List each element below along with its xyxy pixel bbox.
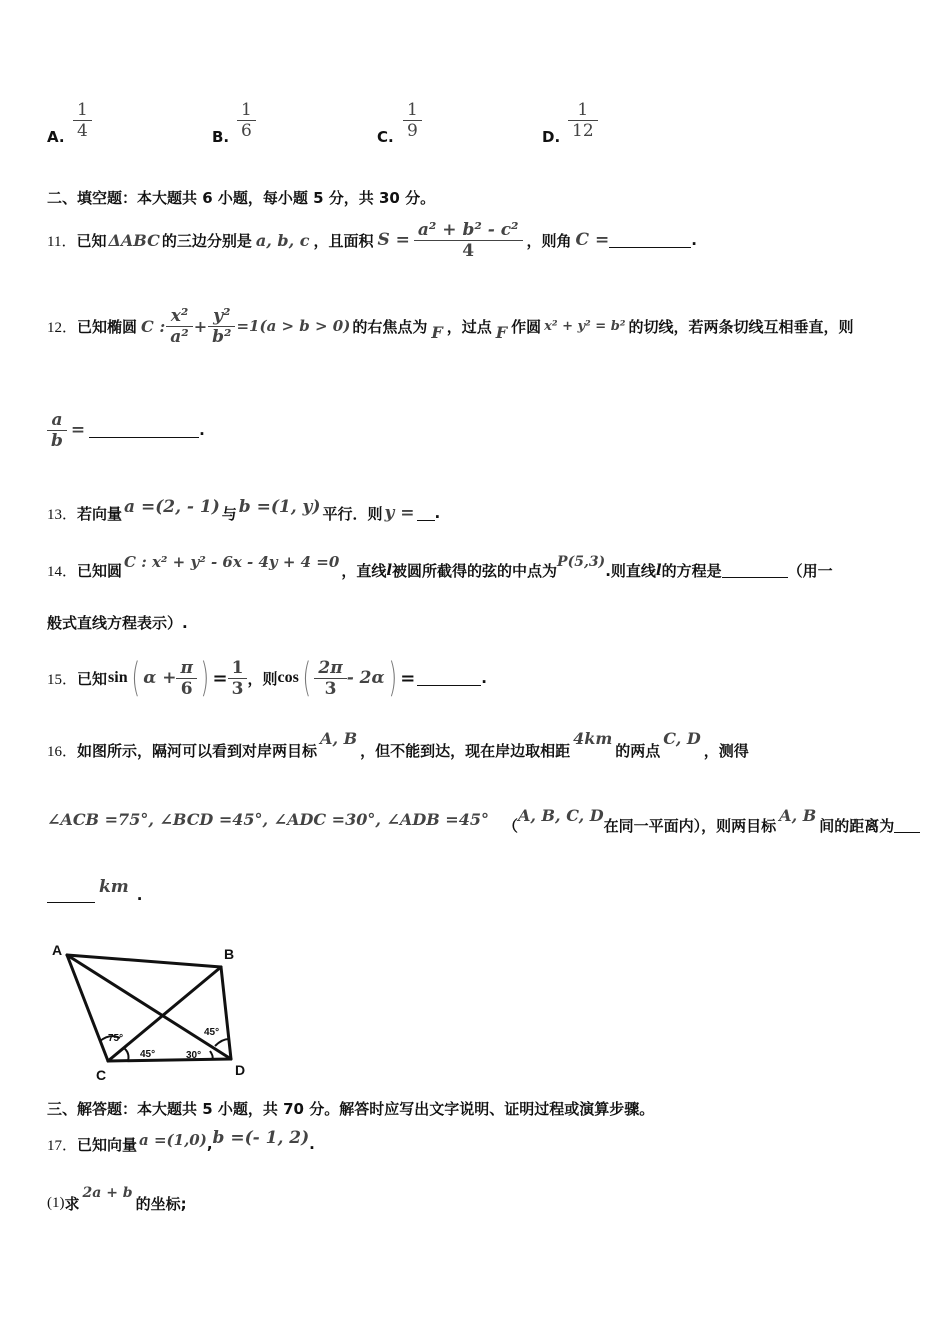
angle-75-label: 75° [108,1033,124,1044]
q13-number: 13． [47,506,78,523]
line-ad [67,955,231,1059]
answer-blank-15[interactable] [417,671,481,686]
answer-blank-12[interactable] [89,423,199,438]
answer-blank-16a[interactable] [894,818,920,833]
answer-blank-14[interactable] [722,563,788,578]
question-16-line3: km . [47,875,142,915]
vertex-d-label: D [235,1062,246,1078]
q12-number: 12． [47,319,78,336]
option-d-letter: D. [542,128,561,146]
q16-number: 16． [47,743,78,760]
option-b-fraction: $\frac{1}{6}$ [237,100,256,141]
q11-number: 11． [47,233,77,250]
vertex-a-label: A [52,942,63,958]
quadrilateral-figure [40,935,260,1085]
option-a-letter: A. [47,128,65,146]
question-13: 13． 若向量 a =(2, - 1) 与 b =(1, y) 平行．则 y = . [47,497,441,523]
angle-30-label: 30° [186,1050,202,1061]
option-d-fraction: $\frac{1}{12}$ [568,100,598,141]
q15-number: 15． [47,671,78,688]
line-cb [108,967,221,1061]
question-16: 16． 如图所示，隔河可以看到对岸两目标 A, B ，但不能到达，现在岸边取相距 4km 的两点 C, D ，测得 [47,728,749,760]
option-b-letter: B. [212,128,230,146]
q14-number: 14． [47,563,78,580]
option-a-fraction: $\frac{1}{4}$ [73,100,92,141]
question-15: 15． 已知 sin ( α + $\frac{\pi}{6}$ ) = $\frac{1}{3}$ ，则 cos ( $\frac{2\pi}{3}$ - 2α ) = . [47,655,487,701]
arc-bcd [124,1048,129,1061]
question-12-cont: $\frac{a}{b}$ = . [47,405,205,455]
section-2-heading: 二、填空题：本大题共 6 小题，每小题 5 分，共 30 分。 [47,189,436,207]
question-11: 11． 已知 ΔABC 的三边分别是 a, b, c ，且面积 S = $\frac{\text{a² + b² - c²}}{4}$ ，则角 C = . [47,219,697,261]
vertex-b-label: B [224,946,235,962]
answer-blank-16b[interactable] [47,888,95,903]
line-bd [221,967,231,1059]
area-fraction: $\frac{\text{a² + b² - c²}}{4}$ [414,220,523,261]
question-14-cont: 般式直线方程表示）. [47,614,188,632]
option-c-letter: C. [377,128,394,146]
question-12: 12． 已知椭圆 C : $\frac{\text{x²}}{\text{a²}}$ + $\frac{\text{y²}}{\text{b²}}$ =1(a > b > 0) 的右焦点为 F ，过点 F 作圆 x² + y² = b² 的切线，若两条切线互相垂直，则 [47,305,854,347]
answer-blank-11[interactable] [609,233,691,248]
question-16-line2: ∠ACB =75°, ∠BCD =45°, ∠ADC =30°, ∠ADB =45° （ A, B, C, D 在同一平面内），则两目标 A, B 间的距离为 [47,800,920,850]
angle-45-d-label: 45° [204,1027,220,1038]
line-ab [67,955,221,967]
q17-number: 17． [47,1137,78,1154]
arc-adc [210,1051,213,1059]
arc-adb [215,1039,229,1046]
vertex-c-label: C [96,1067,107,1083]
question-17: 17． 已知向量 a =(1,0) , b =(- 1, 2) . [47,1128,315,1154]
section-3-heading: 三、解答题：本大题共 5 小题，共 70 分。解答时应写出文字说明、证明过程或演算步骤。 [47,1100,655,1118]
question-17-part-1: (1) 求 2a + b 的坐标; [47,1185,187,1213]
question-14: 14． 已知圆 C : x² + y² - 6x - 4y + 4 =0 ，直线 l 被圆所截得的弦的中点为 P(5,3) .则直线 l 的方程是 （用一 [47,553,833,580]
line-ca [67,955,108,1061]
answer-blank-13[interactable] [417,506,435,521]
angle-45-c-label: 45° [140,1049,156,1060]
option-c-fraction: $\frac{1}{9}$ [403,100,422,141]
